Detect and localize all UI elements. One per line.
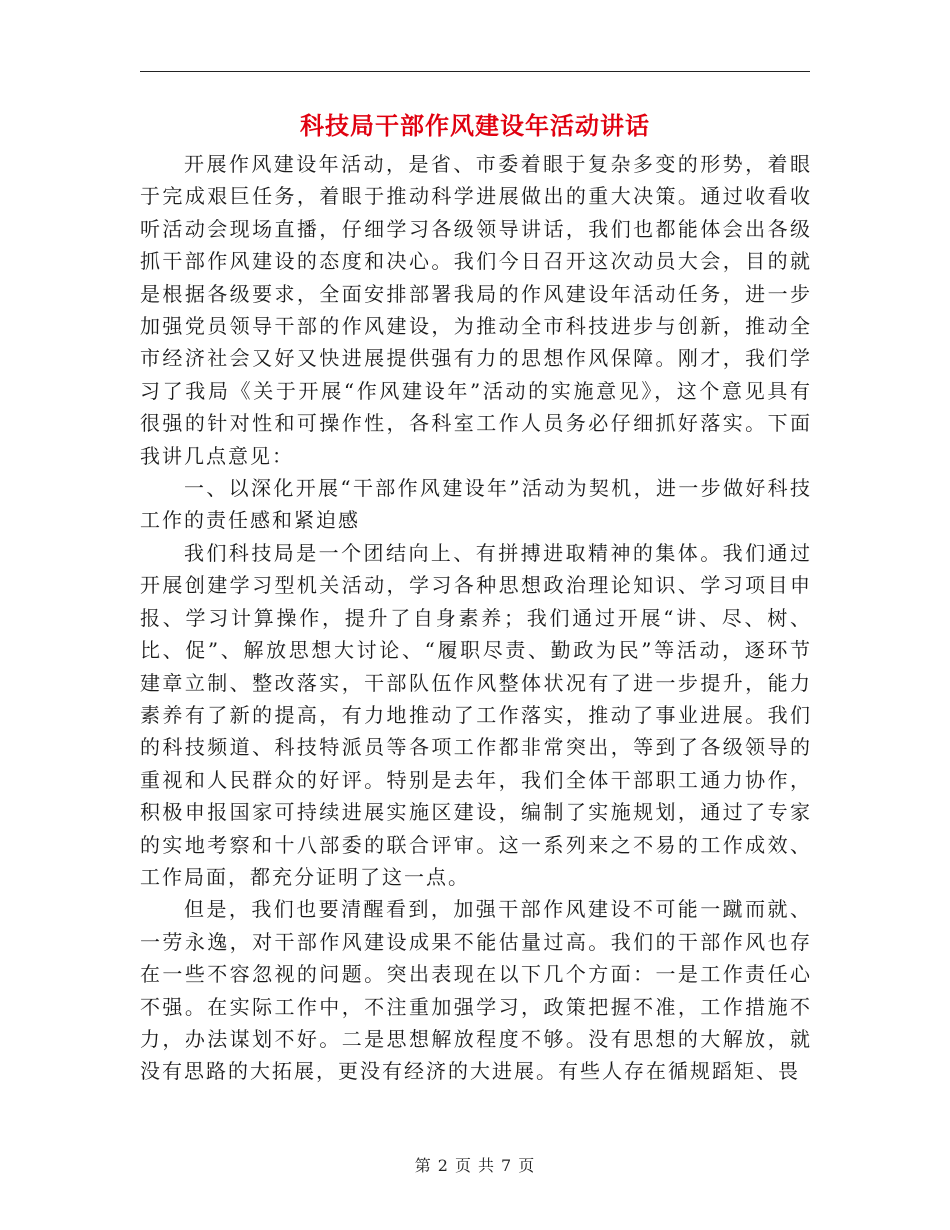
document-title: 科技局干部作风建设年活动讲话 [300,111,650,140]
section-heading-1: 一、以深化开展“干部作风建设年”活动为契机，进一步做好科技工作的责任感和紧迫感 [140,476,812,533]
header-rule [140,71,810,72]
footer-current-page: 2 [437,1156,449,1175]
paragraph-achievements: 我们科技局是一个团结向上、有拼搏进取精神的集体。我们通过开展创建学习型机关活动，学习各种思想政治理论知识、学习项目申报、学习计算操作，提升了自身素养；我们通过开展“讲、尽、树、比、促”、解放思想大讨论、“履职尽责、勤政为民”等活动，逐环节建章立制、整改落实，干部队伍作风整体状况有了进一步提升，能力素养有了新的提高，有力地推动了工作落实，推动了事业进展。我们的科技频道、科技特派员等各项工作都非常突出，等到了各级领导的重视和人民群众的好评。特别是去年，我们全体干部职工通力协作，积极申报国家可持续进展实施区建设，编制了实施规划，通过了专家的实地考察和十八部委的联合评审。这一系列来之不易的工作成效、工作局面，都充分证明了这一点。 [140,540,812,889]
footer-total-pages: 7 [501,1156,513,1175]
paragraph-problems: 但是，我们也要清醒看到，加强干部作风建设不可能一蹴而就、一劳永逸，对干部作风建设成果不能估量过高。我们的干部作风也存在一些不容忽视的问题。突出表现在以下几个方面：一是工作责任心不强。在实际工作中，不注重加强学习，政策把握不准，工作措施不力，办法谋划不好。二是思想解放程度不够。没有思想的大解放，就没有思路的大拓展，更没有经济的大进展。有些人存在循规蹈矩、畏 [140,897,812,1084]
paragraph-intro: 开展作风建设年活动，是省、市委着眼于复杂多变的形势，着眼于完成艰巨任务，着眼于推动科学进展做出的重大决策。通过收看收听活动会现场直播，仔细学习各级领导讲话，我们也都能体会出各级抓干部作风建设的态度和决心。我们今日召开这次动员大会，目的就是根据各级要求，全面安排部署我局的作风建设年活动任务，进一步加强党员领导干部的作风建设，为推动全市科技进步与创新，推动全市经济社会又好又快进展提供强有力的思想作风保障。刚才，我们学习了我局《关于开展“作风建设年”活动的实施意见》，这个意见具有很强的针对性和可操作性，各科室工作人员务必仔细抓好落实。下面我讲几点意见： [140,152,812,468]
footer-mid: 页 共 [454,1156,496,1175]
footer-suffix: 页 [518,1156,536,1175]
page-footer [0,1154,950,1178]
footer-prefix: 第 [414,1156,432,1175]
document-body [140,148,812,1088]
